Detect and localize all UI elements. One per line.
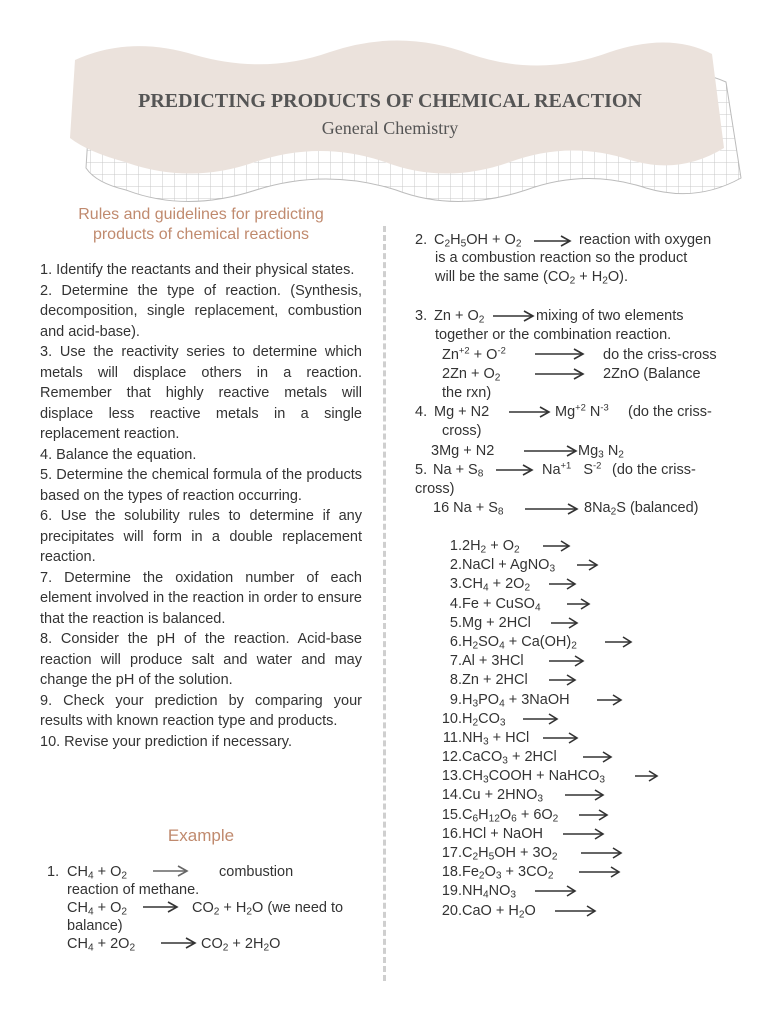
rule-item: 2. Determine the type of reaction. (Synthesis, decomposition, single replacement, combustion and acid-base). — [40, 282, 362, 340]
practice-list — [434, 537, 605, 921]
ex3-product: 2ZnO (Balance — [603, 366, 701, 382]
ex4-ions: $Mg^{+2}$ $N^{-3}$ — [555, 401, 609, 420]
arrow-icon — [523, 444, 579, 458]
arrow-icon — [582, 750, 614, 764]
rule-item: 8. Consider the pH of the reaction. Acid-base reaction will produce salt and water and may change the pH of the solution. — [40, 631, 362, 688]
rule-item: 9. Check your prediction by comparing your results with known reaction type and products. — [40, 692, 362, 729]
arrow-icon — [564, 788, 606, 802]
rule-item: 5. Determine the chemical formula of the products based on the types of reaction occurring. — [40, 467, 362, 504]
ex3-balanced-eq: $2Zn + O_2$ — [442, 366, 501, 384]
ex3-crisscross: do the criss-cross — [603, 347, 717, 363]
list-item: $6.H_2SO_4 + Ca(OH)_2$ — [434, 633, 605, 652]
list-item: $10.H_2CO_3$ — [434, 710, 605, 729]
list-item: 12.CaCO$_3$ + 2HCl — [434, 748, 605, 767]
ex5-cross: cross) — [415, 481, 455, 497]
ex2-line3: will be the same $(CO_2 + H_2O)$. — [435, 269, 628, 287]
arrow-icon — [524, 502, 580, 516]
ex5-eq: $Na + S_8$ — [433, 462, 484, 480]
ex3-number: 3. — [415, 308, 428, 324]
ex3-ions: $Zn^{+2} + O^{-2}$ — [442, 344, 506, 363]
arrow-icon — [548, 577, 578, 591]
rule-item: 6. Use the solubility rules to determine if any precipitates will form in a double replacement reaction. — [40, 508, 362, 565]
example-heading: Example — [167, 826, 235, 845]
ex5-number: 5. — [415, 462, 428, 478]
arrow-icon — [596, 693, 624, 707]
ex2-eq: $C_2H_5OH + O_2$ — [434, 232, 522, 250]
arrow-icon — [534, 347, 586, 361]
list-item: 8.Zn + 2HCl — [434, 671, 605, 690]
ex4-balanced-lhs: 3Mg + N2 — [431, 443, 495, 459]
list-item: $9.H_3PO_4$ + 3NaOH — [434, 691, 605, 710]
list-item: 4.Fe + CuSO$_4$ — [434, 595, 605, 614]
example-label: combustion — [219, 864, 294, 880]
list-item: $17.C_2H_5OH + 3O_2$ — [434, 844, 605, 863]
list-item: 7.Al + 3HCl — [434, 652, 605, 671]
ex4-cross: cross) — [442, 423, 482, 439]
list-item: $13.CH_3COOH$ + NaHCO$_3$ — [434, 767, 605, 786]
arrow-icon — [580, 846, 624, 860]
ex4-number: 4. — [415, 404, 428, 420]
arrow-icon — [554, 904, 598, 918]
rules-heading: Rules and guidelines for predicting products of chemical reactions — [78, 206, 324, 243]
ex5-desc: (do the criss- — [612, 462, 696, 478]
rules-list — [40, 260, 362, 752]
list-item: 2.NaCl + AgNO$_3$ — [434, 556, 605, 575]
arrow-icon — [562, 827, 606, 841]
ex4-product: $Mg_3$ $N_2$ — [578, 443, 624, 461]
ex2-line2: is a combustion reaction so the product — [435, 250, 688, 266]
example-product-3: $CO_2 + 2H_2O$ — [201, 936, 281, 954]
ex3-desc: mixing of two elements — [536, 308, 684, 324]
arrow-icon — [576, 558, 600, 572]
arrow-icon — [495, 463, 535, 477]
arrow-icon — [566, 597, 592, 611]
arrow-icon — [604, 635, 634, 649]
arrow-icon — [634, 769, 660, 783]
list-item: $1.2H_2 + O_2$ — [434, 537, 605, 556]
arrow-icon — [548, 654, 586, 668]
list-item: $11.NH_3$ + HCl — [434, 729, 605, 748]
arrow-icon — [152, 864, 190, 878]
example-eq-2: $CH_4 + O_2$ — [67, 900, 128, 918]
example-eq-1: $CH_4 + O_2$ — [67, 864, 128, 882]
ex5-ions: $Na^{+1}$ $S^{-2}$ — [542, 459, 602, 478]
example-desc: reaction of methane. — [67, 882, 200, 898]
ex5-product: $8Na_2S$ (balanced) — [584, 500, 699, 518]
arrow-icon — [578, 865, 622, 879]
arrow-icon — [533, 234, 573, 248]
example-balance-note: balance) — [67, 918, 123, 934]
arrow-icon — [508, 405, 552, 419]
rule-item: 10. Revise your prediction if necessary. — [40, 733, 292, 750]
ex2-desc: reaction with oxygen — [579, 232, 712, 248]
example-product-2: $CO_2 + H_2O$ (we need to — [192, 900, 344, 918]
rule-item: 3. Use the reactivity series to determine which metals will displace others in a reaction. Remember that highly reactive metals will displace less reactive metals in a single replacement reaction. — [40, 344, 362, 442]
arrow-icon — [142, 900, 180, 914]
list-item: 5.Mg + 2HCl — [434, 614, 605, 633]
ex4-desc: (do the criss- — [628, 404, 712, 420]
arrow-icon — [542, 539, 572, 553]
page-title: PREDICTING PRODUCTS OF CHEMICAL REACTION — [138, 90, 642, 112]
arrow-icon — [578, 808, 610, 822]
example-eq-3: $CH_4 + 2O_2$ — [67, 936, 136, 954]
arrow-icon — [492, 309, 536, 323]
arrow-icon — [534, 367, 586, 381]
ex3-rxn: the rxn) — [442, 385, 492, 401]
example-number: 1. — [47, 864, 60, 880]
rule-item: 7. Determine the oxidation number of each element involved in the reaction in order to ensure that the reaction is balanced. — [40, 569, 362, 627]
list-item: $3.CH_4 + 2O_2$ — [434, 575, 605, 594]
list-item: $15.C_6H_{12}O_6 + 6O_2$ — [434, 806, 605, 825]
ex3-line2: together or the combination reaction. — [435, 327, 672, 343]
list-item: $18.Fe_2O_3 + 3CO_2$ — [434, 863, 605, 882]
arrow-icon — [534, 884, 578, 898]
list-item: $19.NH_4NO_3$ — [434, 882, 605, 901]
arrow-icon — [550, 616, 580, 630]
ex3-eq: $Zn + O_2$ — [434, 308, 485, 326]
arrow-icon — [542, 731, 580, 745]
arrow-icon — [522, 712, 560, 726]
ex4-eq: Mg + N2 — [434, 404, 490, 420]
rule-item: 4. Balance the equation. — [40, 446, 197, 463]
list-item: 16.HCl + NaOH — [434, 825, 605, 844]
ex5-balanced-lhs: 16 $Na + S_8$ — [433, 500, 504, 518]
rule-item: 1. Identify the reactants and their physical states. — [40, 262, 355, 278]
page-subtitle: General Chemistry — [321, 118, 459, 138]
list-item: $14.Cu + 2HNO_3$ — [434, 786, 605, 805]
arrow-icon — [160, 936, 198, 950]
column-divider — [383, 226, 386, 981]
ex2-number: 2. — [415, 232, 428, 248]
list-item: $20.CaO + H_2O$ — [434, 902, 605, 921]
arrow-icon — [548, 673, 578, 687]
